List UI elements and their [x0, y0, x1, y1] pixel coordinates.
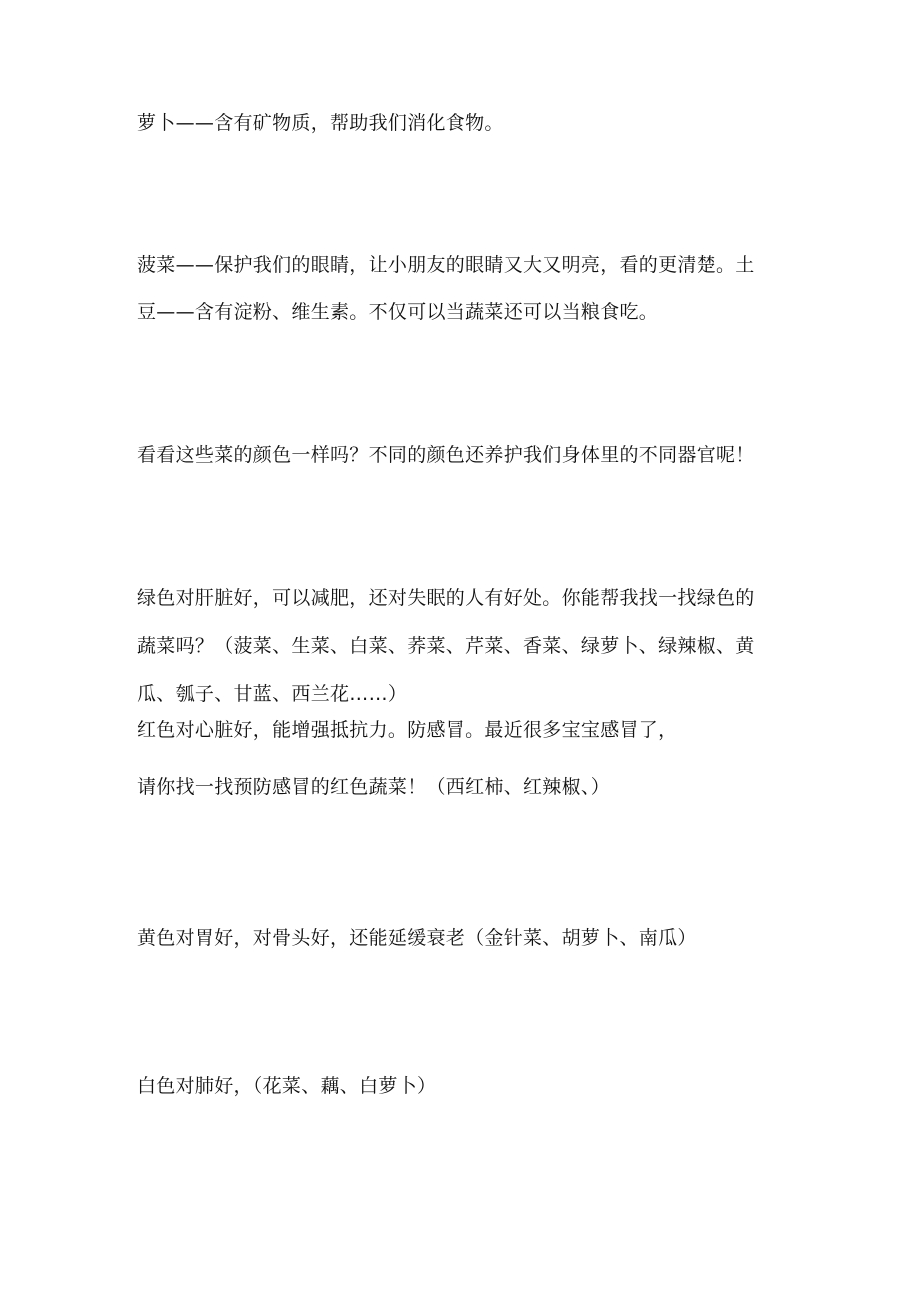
paragraph-radish: 萝卜——含有矿物质，帮助我们消化食物。	[137, 112, 504, 134]
paragraph-red-line-2: 请你找一找预防感冒的红色蔬菜！（西红柿、红辣椒、）	[137, 776, 611, 798]
paragraph-green-line-1: 绿色对肝脏好，可以减肥，还对失眠的人有好处。你能帮我找一找绿色的	[137, 587, 755, 609]
paragraph-yellow: 黄色对胃好，对骨头好，还能延缓衰老（金针菜、胡萝卜、南瓜）	[137, 927, 697, 949]
paragraph-potato: 豆——含有淀粉、维生素。不仅可以当蔬菜还可以当粮食吃。	[137, 301, 659, 323]
paragraph-colors-intro: 看看这些菜的颜色一样吗？不同的颜色还养护我们身体里的不同器官呢！	[137, 444, 755, 466]
paragraph-green-line-3: 瓜、瓠子、甘蓝、西兰花……）	[137, 683, 408, 705]
paragraph-white: 白色对肺好，（花菜、藕、白萝卜）	[137, 1075, 437, 1097]
paragraph-spinach: 菠菜——保护我们的眼睛，让小朋友的眼睛又大又明亮，看的更清楚。土	[137, 254, 755, 276]
paragraph-green-line-2: 蔬菜吗？（菠菜、生菜、白菜、荞菜、芹菜、香菜、绿萝卜、绿辣椒、黄	[137, 635, 755, 657]
paragraph-red-line-1: 红色对心脏好，能增强抵抗力。防感冒。最近很多宝宝感冒了，	[137, 719, 678, 741]
